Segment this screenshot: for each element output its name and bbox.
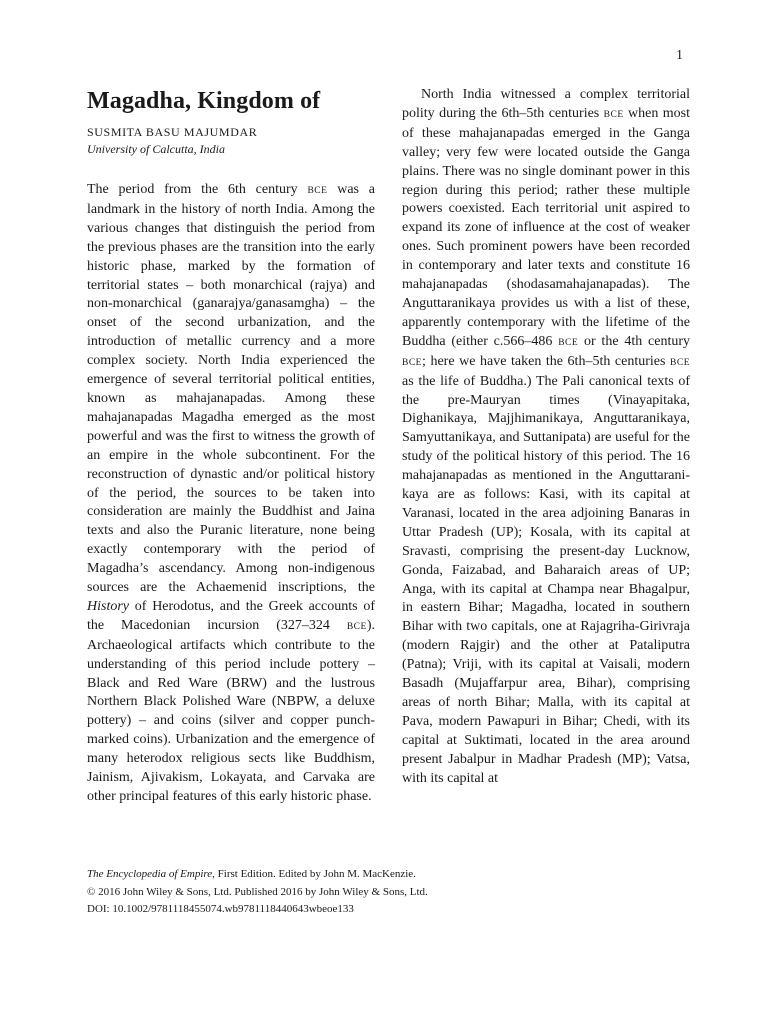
text-run: The period from the 6th century <box>87 182 308 197</box>
author-name: SUSMITA BASU MAJUMDAR <box>87 125 258 139</box>
era-abbrev: BCE <box>670 357 690 368</box>
era-abbrev: BCE <box>346 621 367 632</box>
text-run: ; here we have taken the 6th–5th centuries <box>421 353 671 369</box>
paragraph-intro <box>87 181 375 807</box>
era-abbrev: BCE <box>603 109 624 120</box>
right-column <box>402 86 690 789</box>
paragraph-mahajanapadas <box>402 86 690 789</box>
page-number: 1 <box>676 48 683 63</box>
footer-citation <box>87 866 687 884</box>
text-run: as the life of Buddha.) The Pali canonical texts of the pre-Mauryan times (Vinayapitaka, Dighanikaya, Majjhimanikaya, Anguttaranikaya, Samyuttanikaya, and Suttanipata) are useful for the study of the political history of this period. The 16 mahajanapadas as mentioned in the Anguttaranikaya are as follows: Kasi, with its capital at Varanasi, located in the area adjoining Banaras in Uttar Pradesh (UP); Kosala, with its capital at Sravasti, comprising the present-day Lucknow, Gonda, Faizabad, and Baharaich areas of UP; Anga, with its capital at Champa near Bhagalpur, in eastern Bihar; Magadha, located in southern Bihar with two capitals, one at Rajagriha-Girivraja (modern Rajgir) and the other at Pataliputra (Patna); Vriji, with its capital at Vaisali, modern Basadh (Mujaffarpur area, Bihar), comprising areas of north Bihar; Malla, with its capital at Pava, modern Pawapuri in Bihar; Chedi, with its capital at Suktimati, located in the area around present Jabalpur in Madhar Pradesh (MP); Vatsa, with its capital at <box>402 373 690 786</box>
footer-copyright: © 2016 John Wiley & Sons, Ltd. Published 2016 by John Wiley & Sons, Ltd. <box>87 885 428 898</box>
left-column-body <box>87 181 375 807</box>
text-run: when most of these mahajanapadas emerged in the Ganga valley; very few were located outside the Ganga plains. There was no single dominant power in this region during this period; rather these multiple powers coexisted. Each territorial unit aspired to expand its zone of influence at the cost of weaker ones. Such prominent powers have been recorded in contemporary and later texts and constitute 16 mahajanapadas (shodasamahajanapadas). The Anguttaranikaya provides us with a list of these, apparently contemporary with the lifetime of the Buddha (either c.566–486 <box>402 105 690 349</box>
text-run: of Herodotus, and the Greek accounts of the Macedonian incursion (327–324 <box>87 598 375 633</box>
footer-doi: DOI: 10.1002/9781118455074.wb9781118440643wbeoe133 <box>87 903 354 915</box>
text-run: was a landmark in the history of north India. Among the various changes that distinguish the period from the previous phases are the transition into the early historic phase, marked by the formation of territorial states – both monarchical (rajya) and non-monarchical (ganarajya/ganasamgha) – the onset of the second urbanization, and the introduction of metallic currency and a more complex society. North India experienced the emergence of several territorial political entities, known as mahajanapadas. Among these mahajanapadas Magadha emerged as the most powerful and was the first to witness the growth of an empire in the whole subcontinent. For the reconstruction of dynastic and/or political history of the period, the sources to be taken into consideration are mainly the Buddhist and Jaina texts and also the Puranic literature, none being exactly contemporary with the period of Magadha’s ascendancy. Among non-indigenous sources are the Achaemenid inscriptions, the <box>87 182 375 596</box>
era-abbrev: BCE <box>558 337 579 348</box>
book-edition: , First Edition. Edited by John M. MacKenzie. <box>212 868 416 880</box>
text-run: North India witnessed a complex territorial polity during the 6th–5th centuries <box>402 87 690 121</box>
text-run: ). Archaeological artifacts which contribute to the understanding of this period include pottery – Black and Red Ware (BRW) and the lustrous Northern Black Polished Ware (NBPW, a deluxe pottery) – and coins (silver and copper punch-marked coins). Urbanization and the emergence of many heterodox religious sects like Buddhism, Jainism, Ajivakism, Lokayata, and Carvaka are other principal features of this early historic phase. <box>87 617 375 804</box>
text-run: or the 4th century <box>578 333 690 349</box>
era-abbrev: BCE <box>307 186 328 196</box>
author-affiliation: University of Calcutta, India <box>87 142 225 156</box>
left-column <box>87 86 375 807</box>
article-title: Magadha, Kingdom of <box>87 88 321 114</box>
era-abbrev: BCE <box>402 357 422 368</box>
book-title: The Encyclopedia of Empire <box>87 868 213 880</box>
italic-title: History <box>87 598 129 614</box>
publication-footer <box>87 866 687 919</box>
